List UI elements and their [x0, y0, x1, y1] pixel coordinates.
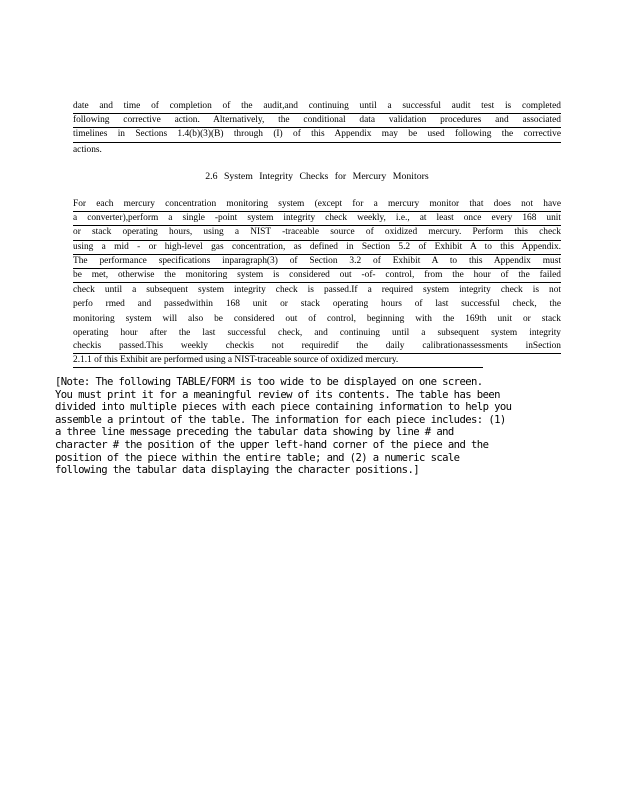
text-line: timelines in Sections 1.4(b)(3)(B) through (I) of this Appendix may be used following the corrective: [73, 128, 561, 142]
table-width-note: [55, 376, 535, 477]
text-line: be met, otherwise the monitoring system is considered out -of- control, from the hour of the failed: [73, 269, 561, 283]
text-line: date and time of completion of the audit,and continuing until a successful audit test is completed: [73, 100, 561, 114]
note-line: divided into multiple pieces with each piece containing information to help you: [55, 401, 512, 414]
text-line: actions.: [73, 144, 102, 155]
text-line: perfo rmed and passedwithin 168 unit or stack operating hours of last successful check, the: [73, 299, 561, 310]
note-line: position of the piece within the entire table; and (2) a numeric scale: [55, 451, 460, 464]
section-heading: 2.6 System Integrity Checks for Mercury Monitors: [205, 171, 429, 182]
text-line: operating hour after the last successful check, and continuing until a subsequent system integrity: [73, 327, 561, 338]
text-line: using a mid - or high-level gas concentration, as defined in Section 5.2 of Exhibit A to this Appendix.: [73, 241, 561, 255]
text-line: a converter),perform a single -point system integrity check weekly, i.e., at least once every 168 unit: [73, 212, 561, 226]
paragraph-audit-completion: [73, 100, 561, 157]
text-line: following corrective action. Alternatively, the conditional data validation procedures and associated: [73, 114, 561, 128]
note-line: You must print it for a meaningful review of its contents. The table has been: [55, 388, 500, 401]
note-line: a three line message preceding the tabular data showing by line # and: [55, 426, 454, 439]
note-line: [Note: The following TABLE/FORM is too wide to be displayed on one screen.: [55, 376, 483, 388]
text-line: 2.1.1 of this Exhibit are performed using a NIST-traceable source of oxidized mercury.: [73, 354, 483, 368]
text-line: For each mercury concentration monitoring system (except for a mercury monitor that does not have: [73, 198, 561, 212]
text-line: checkis passed.This weekly checkis not requiredif the daily calibrationassessments inSection: [73, 340, 561, 354]
note-line: assemble a printout of the table. The information for each piece includes: (1): [55, 413, 506, 426]
text-line: or stack operating hours, using a NIST -traceable source of oxidized mercury. Perform this check: [73, 226, 561, 240]
note-line: character # the position of the upper left-hand corner of the piece and the: [55, 438, 489, 451]
paragraph-system-integrity: [73, 198, 561, 368]
note-line: following the tabular data displaying the character positions.]: [55, 464, 420, 477]
text-line: monitoring system will also be considered out of control, beginning with the 169th unit or stack: [73, 313, 561, 324]
text-line: The performance specifications inparagraph(3) of Section 3.2 of Exhibit A to this Appendix must: [73, 255, 561, 269]
text-line: check until a subsequent system integrity check is passed.If a required system integrity check is not: [73, 285, 561, 296]
